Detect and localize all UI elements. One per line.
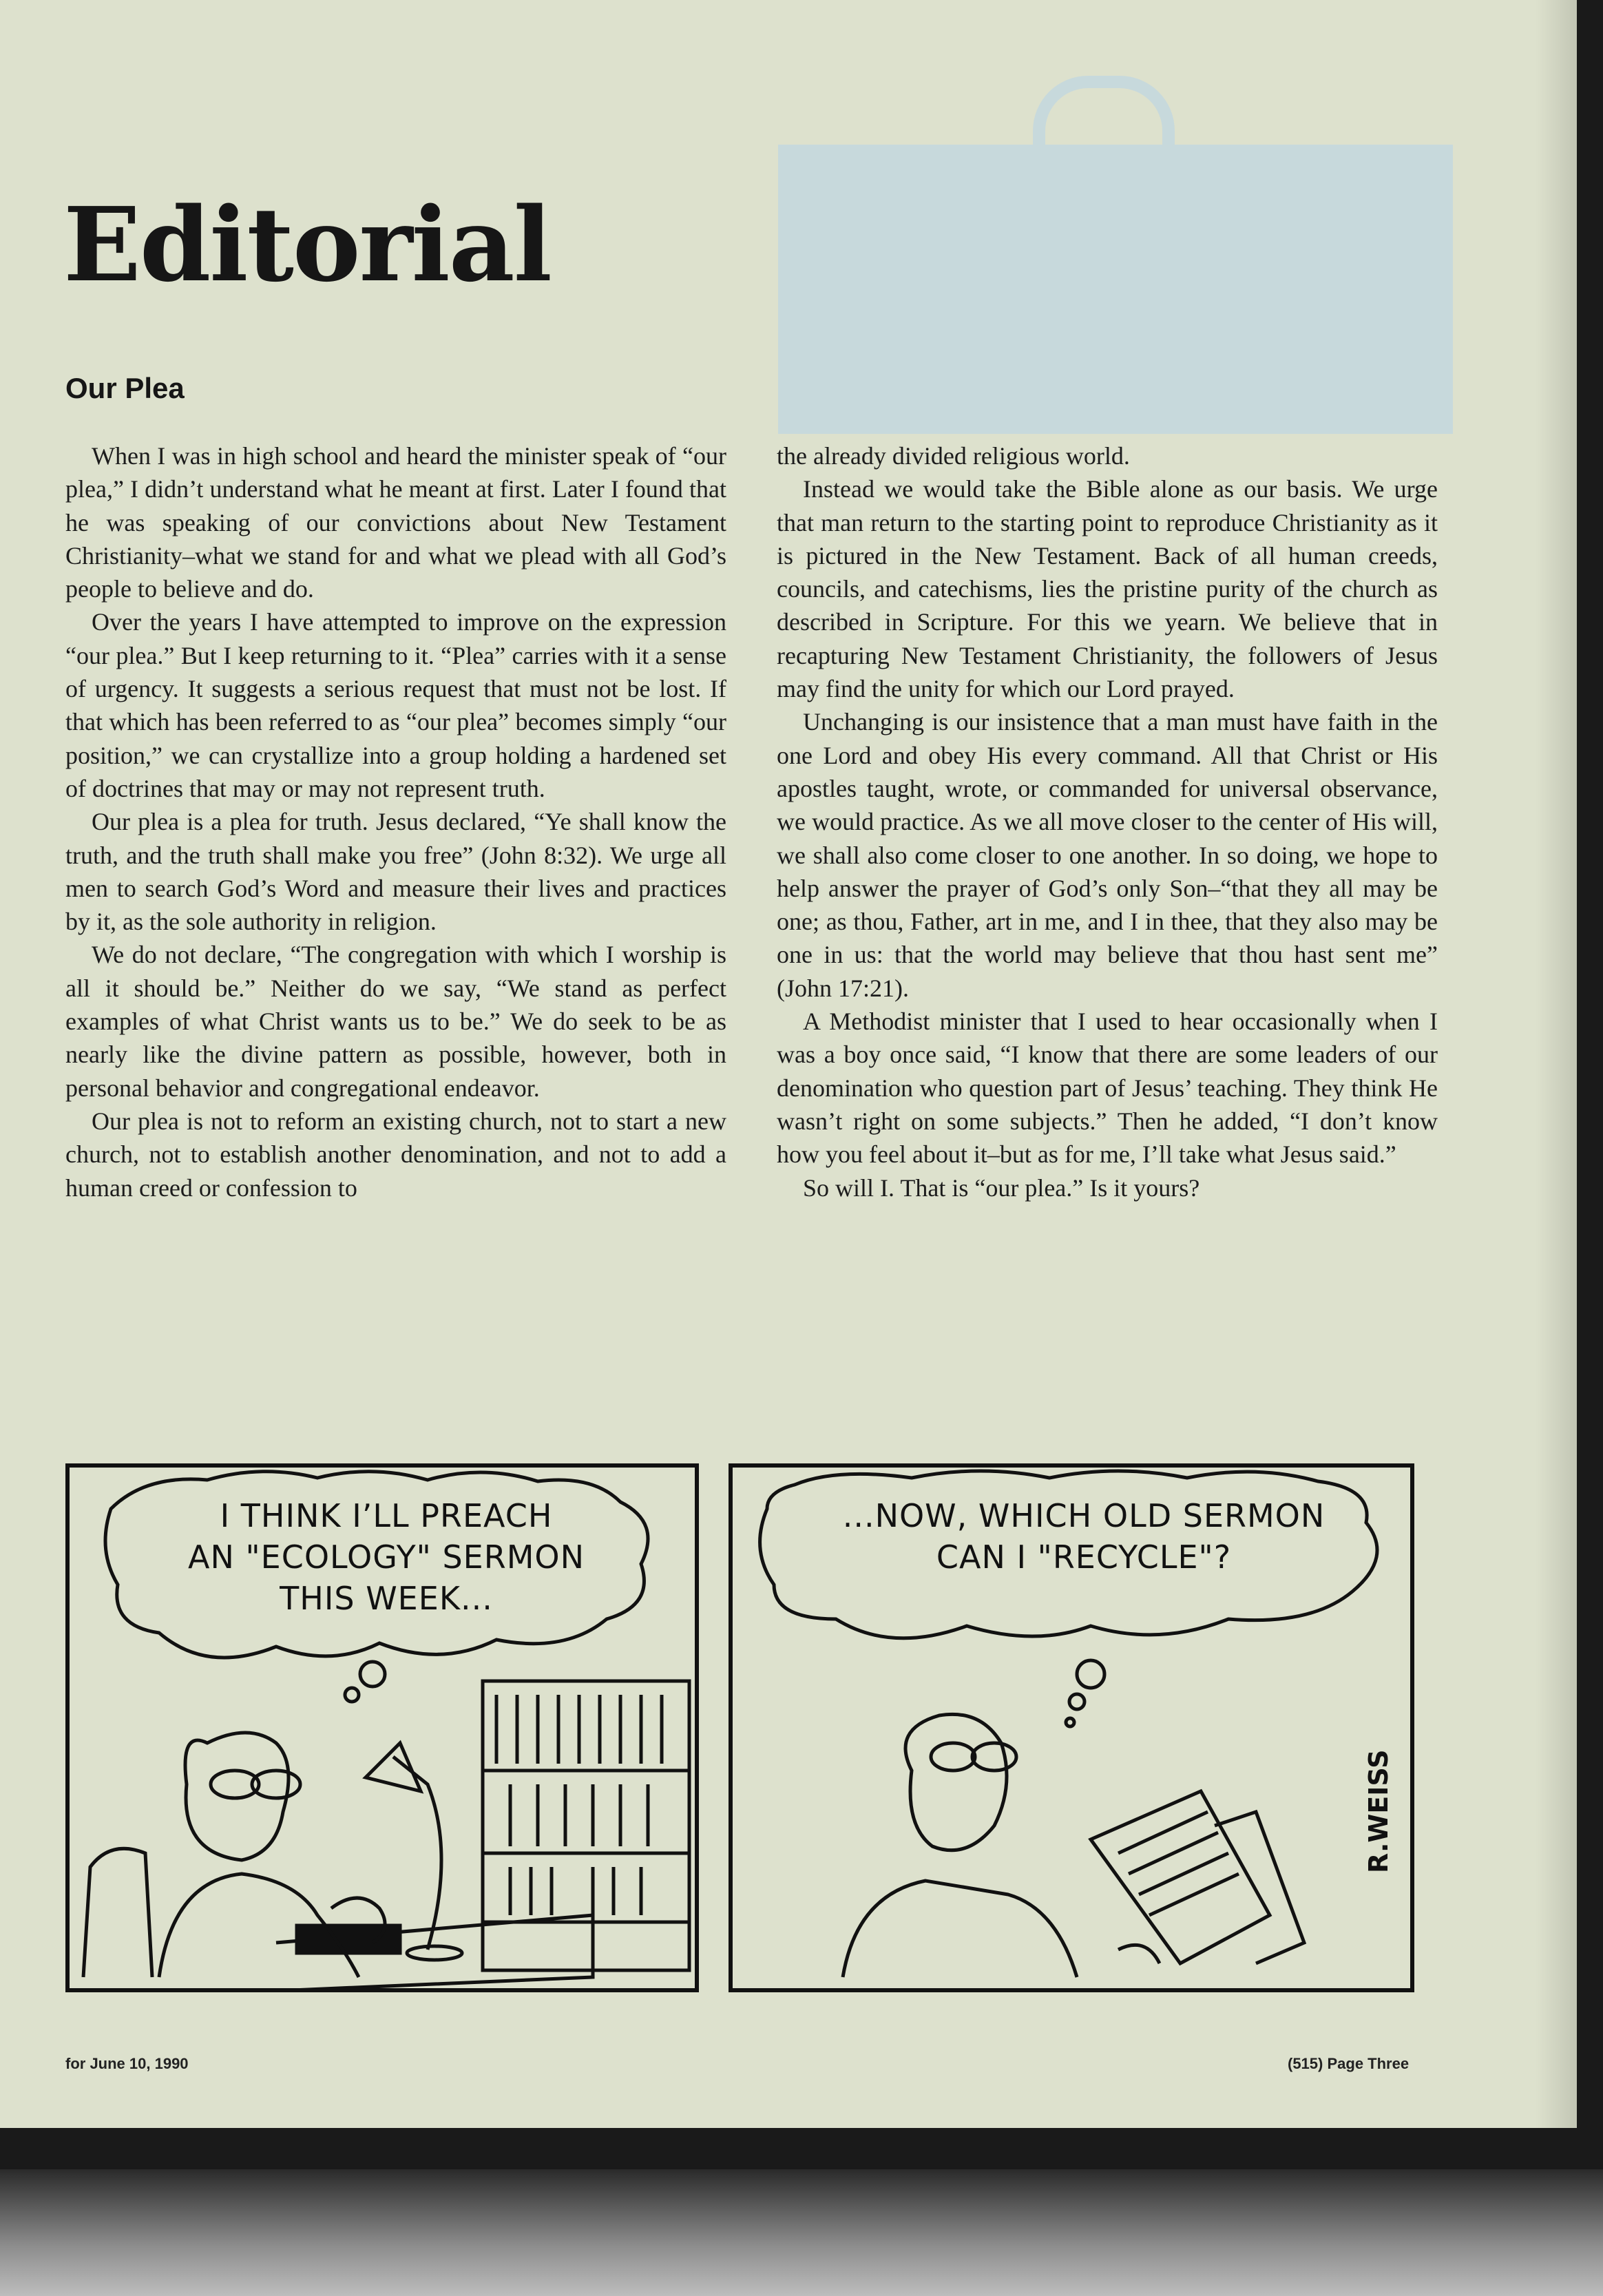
- footer-date: for June 10, 1990: [65, 2055, 189, 2072]
- footer-page-number: (515) Page Three: [1288, 2055, 1410, 2072]
- paragraph: Instead we would take the Bible alone as our basis. We urge that man return to the starting point to reproduce Christianity as it is pictured in the New Testament. Back of all human creeds, councils, and catechisms, lies the pristine purity of the church as described in Scripture. For this we yearn. We believe that in recapturing New Testament Christianity, the followers of Jesus may find the unity for which our Lord prayed.: [777, 475, 1438, 703]
- page-title: Editorial: [63, 185, 551, 304]
- thought-bubble-text-1: I THINK I’LL PREACH AN "ECOLOGY" SERMON THIS WEEK...: [187, 1497, 585, 1617]
- thought-bubble-tiny: [1069, 1694, 1085, 1709]
- paragraph: Unchanging is our insistence that a man must have faith in the one Lord and obey His every command. All that Christ or His apostles taught, wrote, or commanded for universal observance, we would practice. As we all move closer to the center of His will, we shall also come closer to one another. In so doing, we hope to help answer the prayer of God’s only Son–“that they all may be one; as thou, Father, art in me, and I in thee, that they also may be one in us: that the world may believe that thou hast sent me” (John 17:21).: [777, 708, 1438, 1002]
- article-column-right: [777, 439, 1438, 1204]
- preacher-figure: [905, 1714, 1007, 1850]
- article-subhead: Our Plea: [65, 372, 185, 404]
- armchair: [83, 1848, 152, 1977]
- thought-bubble-small: [1077, 1660, 1104, 1688]
- paragraph: A Methodist minister that I used to hear occasionally when I was a boy once said, “I know that there are some leaders of our denomination who question part of Jesus’ teaching. They think He wasn’t right on some subjects.” Then he added, “I don’t know how you feel about it–but as for me, I’ll take what Jesus said.”: [777, 1008, 1438, 1169]
- paragraph: Our plea is not to reform an existing church, not to start a new church, not to establish another denomination, and not to add a human creed or confession to: [65, 1107, 726, 1202]
- cartoonist-signature: R.WEISS: [1363, 1749, 1394, 1873]
- thought-bubble-tiny: [345, 1688, 359, 1702]
- article-column-left: [65, 439, 726, 1204]
- paragraph: Over the years I have attempted to improve on the expression “our plea.” But I keep returning to it. “Plea” carries with it a sense of urgency. It suggests a serious request that must not be lost. If that which has been referred to as “our plea” becomes simply “our position,” we can crystallize into a group holding a hardened set of doctrines that may or may not represent truth.: [65, 608, 726, 802]
- cartoon-panel-1: [65, 1463, 699, 1992]
- paragraph: Our plea is a plea for truth. Jesus declared, “Ye shall know the truth, and the truth shall make you free” (John 8:32). We urge all men to search God’s Word and measure their lives and practices by it, as the sole authority in religion.: [65, 808, 726, 936]
- background-surface: [0, 2169, 1603, 2296]
- paragraph-continuation: the already divided religious world.: [777, 442, 1130, 470]
- page-edge-shadow: [1536, 0, 1577, 2128]
- paragraph: When I was in high school and heard the minister speak of “our plea,” I didn’t understand what he meant at first. Later I found that he was speaking of our convictions about New Testament Christianity–what we stand for and what we plead with all God’s people to believe and do.: [65, 442, 726, 603]
- cartoon-panel-2: [729, 1463, 1414, 1992]
- thought-bubble-small: [360, 1662, 385, 1687]
- paragraph: We do not declare, “The congregation with which I worship is all it should be.” Neither do we say, “We stand as perfect examples of what Christ wants us to be.” We do seek to be as nearly like the divine pattern as possible, however, both in personal behavior and congregational endeavor.: [65, 941, 726, 1102]
- bleed-through-photo-block: [778, 145, 1453, 434]
- bookshelf: [483, 1681, 689, 1970]
- paragraph: So will I. That is “our plea.” Is it yours?: [803, 1173, 1200, 1202]
- thought-bubble-text-2: ...NOW, WHICH OLD SERMON CAN I "RECYCLE"?: [842, 1497, 1326, 1576]
